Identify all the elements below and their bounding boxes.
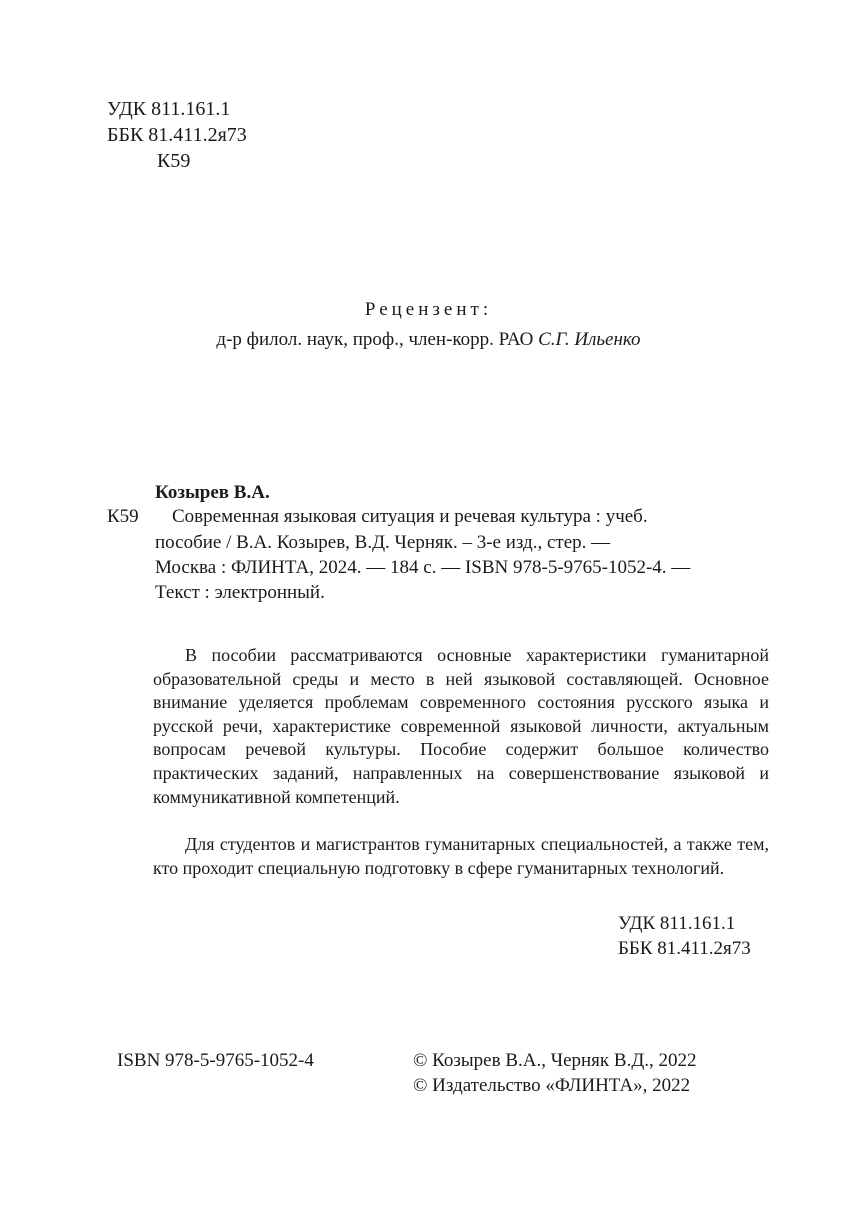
reviewer-name: С.Г. Ильенко <box>538 329 641 350</box>
abstract-paragraph-2: Для студентов и магистрантов гуманитарных специальностей, а также тем, кто проходит специальную подготовку в сфере гуманитарных технологий. <box>153 834 769 878</box>
reviewer-line <box>0 328 857 352</box>
reviewer-label: Рецензент: <box>364 299 493 320</box>
author-mark-top: К59 <box>157 150 191 172</box>
bib-line-3: Москва : ФЛИНТА, 2024. — 184 с. — ISBN 978-5-9765-1052-4. — <box>155 557 691 578</box>
bbk-code-top: ББК 81.411.2я73 <box>107 124 247 146</box>
reviewer-credentials: д-р филол. наук, проф., член-корр. РАО <box>216 329 534 350</box>
udk-code-bottom: УДК 811.161.1 <box>618 913 736 934</box>
bib-line-2: пособие / В.А. Козырев, В.Д. Черняк. – 3-е изд., стер. — <box>155 532 611 553</box>
bib-line-4: Текст : электронный. <box>155 582 325 603</box>
bbk-code-bottom: ББК 81.411.2я73 <box>618 938 751 959</box>
isbn: ISBN 978-5-9765-1052-4 <box>117 1050 314 1071</box>
udk-code-top: УДК 811.161.1 <box>107 98 231 120</box>
abstract-paragraph-1: В пособии рассматриваются основные характеристики гуманитарной образовательной среды и место в ней языковой составляющей. Основное внимание уделяется проблемам современного состояния русского языка и русской речи, характеристике современной языковой личности, актуальным вопросам речевой культуры. Пособие содержит большое количество практических заданий, направленных на совершенствование языковой и коммуникативной компетенций. <box>153 645 769 807</box>
copyright-authors: © Козырев В.А., Черняк В.Д., 2022 <box>413 1050 697 1071</box>
bib-author: Козырев В.А. <box>155 482 270 503</box>
copyright-publisher: © Издательство «ФЛИНТА», 2022 <box>413 1075 691 1096</box>
bib-author-mark: К59 <box>107 506 139 527</box>
bib-line-1: Современная языковая ситуация и речевая культура : учеб. <box>172 506 648 527</box>
